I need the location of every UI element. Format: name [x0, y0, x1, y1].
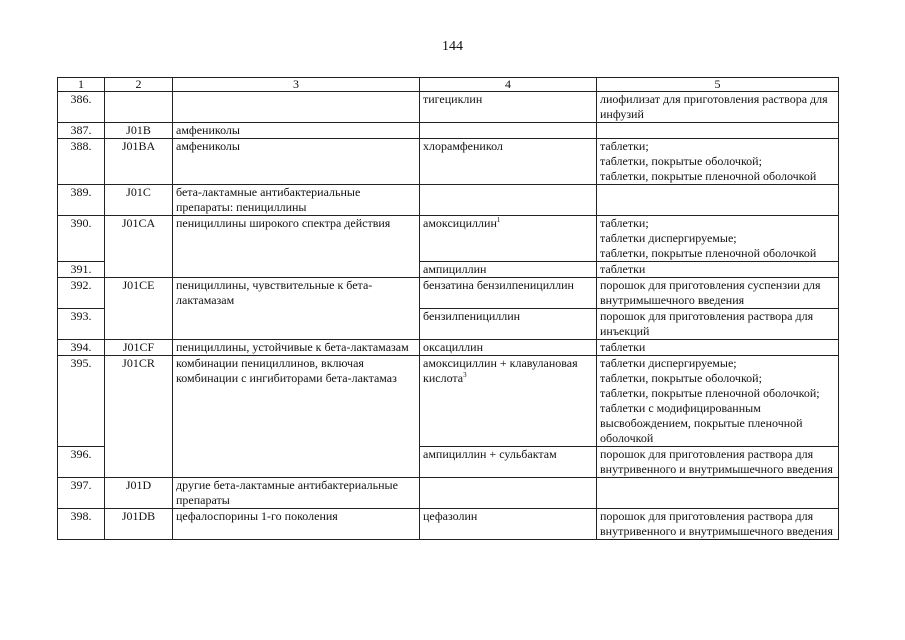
- dosage-form-line: таблетки диспергируемые;: [600, 231, 737, 245]
- dosage-form-line: таблетки, покрытые оболочкой;: [600, 371, 762, 385]
- atc-group: амфениколы: [173, 139, 420, 185]
- atc-group: другие бета-лактамные антибактериальные препараты: [173, 478, 420, 509]
- table-row: [58, 278, 839, 309]
- atc-code: [105, 92, 173, 123]
- dosage-form: порошок для приготовления суспензии для внутримышечного введения: [597, 278, 839, 309]
- row-number: 394.: [58, 340, 105, 356]
- atc-code: J01CF: [105, 340, 173, 356]
- table-row: [58, 478, 839, 509]
- row-number: 388.: [58, 139, 105, 185]
- dosage-form: таблетки: [597, 340, 839, 356]
- atc-group: пенициллины, устойчивые к бета-лактамазам: [173, 340, 420, 356]
- row-number: 387.: [58, 123, 105, 139]
- row-number: 389.: [58, 185, 105, 216]
- table-row: [58, 509, 839, 540]
- dosage-form-line: таблетки, покрытые пленочной оболочкой: [600, 246, 817, 260]
- table-row: [58, 92, 839, 123]
- row-number: 397.: [58, 478, 105, 509]
- row-number: 396.: [58, 447, 105, 478]
- dosage-form: [597, 356, 839, 447]
- table-row: [58, 139, 839, 185]
- drug-name: цефазолин: [420, 509, 597, 540]
- dosage-form: [597, 123, 839, 139]
- dosage-form: [597, 185, 839, 216]
- table-row: [58, 123, 839, 139]
- row-number: 393.: [58, 309, 105, 340]
- drug-name-text: амоксициллин: [423, 216, 497, 230]
- atc-group: амфениколы: [173, 123, 420, 139]
- row-number: 395.: [58, 356, 105, 447]
- atc-code: J01CE: [105, 278, 173, 340]
- atc-code: J01CR: [105, 356, 173, 478]
- drug-name-text: амоксициллин + клавулановая кислота: [423, 356, 578, 385]
- dosage-form: [597, 139, 839, 185]
- dosage-form-line: таблетки;: [600, 139, 649, 153]
- dosage-form-line: таблетки;: [600, 216, 649, 230]
- drug-name: тигециклин: [420, 92, 597, 123]
- footnote-mark: 1: [496, 216, 501, 224]
- dosage-form: лиофилизат для приготовления раствора для инфузий: [597, 92, 839, 123]
- page-number: 144: [442, 39, 463, 54]
- header-col-5: 5: [597, 78, 839, 92]
- atc-code: J01C: [105, 185, 173, 216]
- drug-name: хлорамфеникол: [420, 139, 597, 185]
- atc-group: пенициллины, чувствительные к бета-лактамазам: [173, 278, 420, 340]
- drug-name: бензилпенициллин: [420, 309, 597, 340]
- atc-code: J01DB: [105, 509, 173, 540]
- footnote-mark: 3: [463, 371, 467, 379]
- table-row: [58, 185, 839, 216]
- table-row: [58, 356, 839, 447]
- atc-code: J01B: [105, 123, 173, 139]
- dosage-form: порошок для приготовления раствора для инъекций: [597, 309, 839, 340]
- dosage-form-line: таблетки, покрытые оболочкой;: [600, 154, 762, 168]
- header-row: [58, 78, 839, 92]
- drug-name: [420, 216, 597, 262]
- dosage-form: [597, 478, 839, 509]
- drug-table: [57, 77, 839, 540]
- atc-group: цефалоспорины 1-го поколения: [173, 509, 420, 540]
- drug-name: ампициллин + сульбактам: [420, 447, 597, 478]
- row-number: 390.: [58, 216, 105, 262]
- atc-group: [173, 92, 420, 123]
- dosage-form: таблетки: [597, 262, 839, 278]
- drug-name: [420, 356, 597, 447]
- row-number: 398.: [58, 509, 105, 540]
- atc-code: J01CA: [105, 216, 173, 278]
- drug-name: [420, 123, 597, 139]
- table-row: [58, 340, 839, 356]
- dosage-form: порошок для приготовления раствора для внутривенного и внутримышечного введения: [597, 447, 839, 478]
- dosage-form: порошок для приготовления раствора для внутривенного и внутримышечного введения: [597, 509, 839, 540]
- atc-code: J01D: [105, 478, 173, 509]
- drug-name: [420, 185, 597, 216]
- atc-group: бета-лактамные антибактериальные препараты: пенициллины: [173, 185, 420, 216]
- atc-group: комбинации пенициллинов, включая комбинации с ингибиторами бета-лактамаз: [173, 356, 420, 478]
- dosage-form: [597, 216, 839, 262]
- dosage-form-line: таблетки, покрытые пленочной оболочкой; таблетки с модифицированным высвобождением, покрытые пленочной оболочкой: [600, 386, 820, 445]
- drug-name: оксациллин: [420, 340, 597, 356]
- header-col-3: 3: [173, 78, 420, 92]
- header-col-1: 1: [58, 78, 105, 92]
- row-number: 391.: [58, 262, 105, 278]
- atc-group: пенициллины широкого спектра действия: [173, 216, 420, 278]
- header-col-4: 4: [420, 78, 597, 92]
- header-col-2: 2: [105, 78, 173, 92]
- row-number: 386.: [58, 92, 105, 123]
- dosage-form-line: таблетки диспергируемые;: [600, 356, 737, 370]
- atc-code: J01BA: [105, 139, 173, 185]
- drug-name: ампициллин: [420, 262, 597, 278]
- dosage-form-line: таблетки, покрытые пленочной оболочкой: [600, 169, 817, 183]
- drug-name: [420, 478, 597, 509]
- table-row: [58, 216, 839, 262]
- drug-name: бензатина бензилпенициллин: [420, 278, 597, 309]
- row-number: 392.: [58, 278, 105, 309]
